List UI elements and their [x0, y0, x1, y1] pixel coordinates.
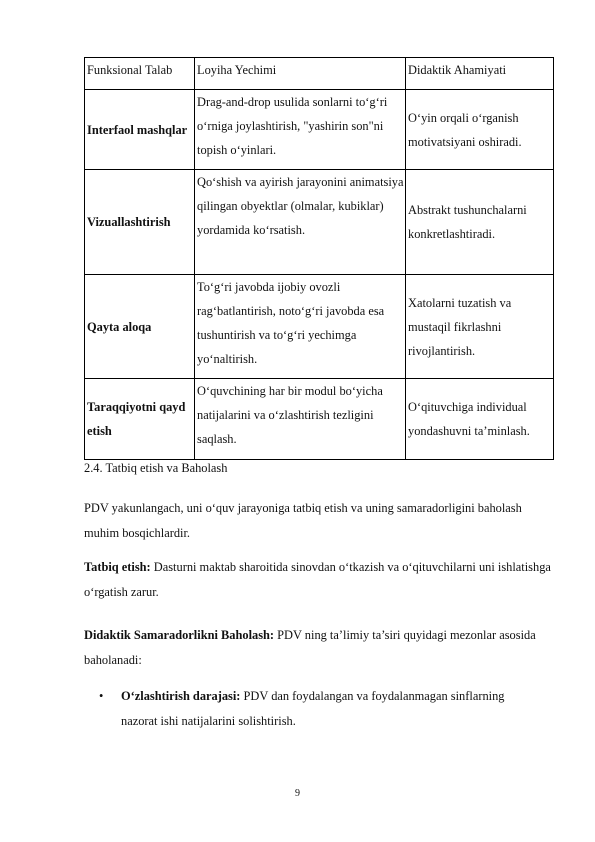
baholash-paragraph [84, 623, 553, 672]
requirement-cell: Taraqqiyotni qayd etish [85, 379, 195, 460]
tatbiq-label: Tatbiq etish: [84, 560, 151, 574]
table-row [85, 170, 554, 275]
requirement-cell: Interfaol mashqlar [85, 90, 195, 170]
section-title: 2.4. Tatbiq etish va Baholash [84, 461, 228, 475]
header-cell: Funksional Talab [85, 58, 195, 90]
table-row [85, 379, 554, 460]
table-header-row [85, 58, 554, 90]
table-row [85, 275, 554, 379]
value-cell: Abstrakt tushunchalarni konkretlashtiradi. [406, 170, 554, 275]
value-cell: O‘qituvchiga individual yondashuvni ta’minlash. [406, 379, 554, 460]
page-number: 9 [295, 788, 300, 799]
bullet-item [121, 684, 541, 733]
baholash-text: PDV ning ta’limiy ta’siri quyidagi mezonlar asosida baholanadi: [84, 628, 536, 667]
requirement-cell: Vizuallashtirish [85, 170, 195, 275]
tatbiq-paragraph [84, 555, 553, 604]
table-row [85, 90, 554, 170]
header-cell: Didaktik Ahamiyati [406, 58, 554, 90]
bullet-icon: • [99, 689, 104, 703]
requirement-cell: Qayta aloqa [85, 275, 195, 379]
value-cell: O‘yin orqali o‘rganish motivatsiyani oshiradi. [406, 90, 554, 170]
tatbiq-text: Dasturni maktab sharoitida sinovdan o‘tkazish va o‘qituvchilarni uni ishlatishga o‘rgatish zarur. [84, 560, 551, 599]
solution-cell: Drag-and-drop usulida sonlarni to‘g‘ri o‘rniga joylashtirish, "yashirin son"ni topish o‘yinlari. [195, 90, 406, 170]
baholash-label: Didaktik Samaradorlikni Baholash: [84, 628, 275, 642]
header-cell: Loyiha Yechimi [195, 58, 406, 90]
value-cell: Xatolarni tuzatish va mustaqil fikrlashni rivojlantirish. [406, 275, 554, 379]
requirements-table [84, 57, 554, 460]
solution-cell: Qo‘shish va ayirish jarayonini animatsiya qilingan obyektlar (olmalar, kubiklar) yordamida ko‘rsatish. [195, 170, 406, 275]
intro-paragraph: PDV yakunlangach, uni o‘quv jarayoniga tatbiq etish va uning samaradorligini baholash muhim bosqichlardir. [84, 501, 522, 540]
solution-cell: To‘g‘ri javobda ijobiy ovozli rag‘batlantirish, noto‘g‘ri javobda esa tushuntirish va to‘g‘ri yechimga yo‘naltirish. [195, 275, 406, 379]
bullet-label: O‘zlashtirish darajasi: [121, 689, 241, 703]
solution-cell: O‘quvchining har bir modul bo‘yicha natijalarini va o‘zlashtirish tezligini saqlash. [195, 379, 406, 460]
bullet-text: PDV dan foydalangan va foydalanmagan sinflarning nazorat ishi natijalarini solishtirish. [121, 689, 505, 728]
